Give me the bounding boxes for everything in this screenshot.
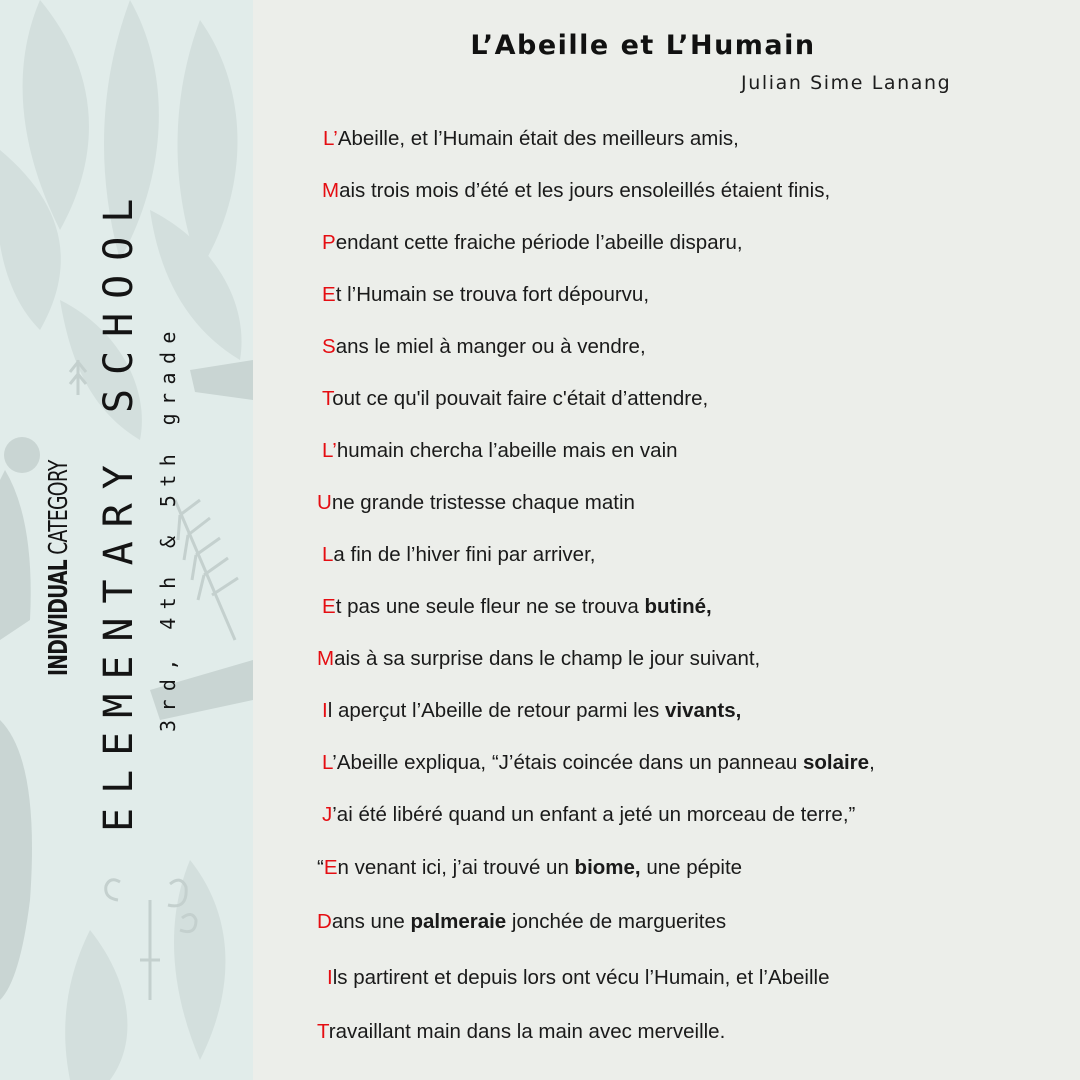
grade-label: 3rd, 4th & 5th grade — [156, 323, 180, 732]
poem-line — [322, 179, 830, 203]
acrostic-letter: E — [323, 856, 338, 879]
line-lead: “ — [317, 856, 324, 879]
line-text: ais trois mois d’été et les jours ensoleillés étaient finis, — [339, 179, 831, 202]
line-text-after: une pépite — [640, 856, 743, 879]
line-text: endant cette fraiche période l’abeille disparu, — [335, 231, 743, 254]
poem-line — [327, 966, 830, 990]
poem-line — [317, 491, 635, 515]
line-text: humain chercha l’abeille mais en vain — [336, 439, 678, 462]
line-bold-word: palmeraie — [410, 910, 507, 933]
line-bold-word: solaire — [802, 751, 870, 774]
line-text: out ce qu'il pouvait faire c'était d’attendre, — [332, 387, 709, 410]
acrostic-letter: T — [317, 1020, 329, 1043]
line-bold-word: butiné, — [644, 595, 712, 618]
poem-line — [322, 803, 855, 827]
acrostic-letter: L — [322, 751, 333, 774]
line-text: t pas une seule fleur ne se trouva — [335, 595, 645, 618]
category-label — [44, 460, 74, 676]
acrostic-letter: S — [322, 335, 336, 358]
poem-line — [322, 231, 743, 255]
poem-line — [323, 127, 739, 151]
acrostic-letter: I — [322, 699, 328, 722]
acrostic-letter: T — [322, 387, 333, 410]
poem-line — [322, 543, 595, 567]
poem-line — [317, 647, 760, 671]
acrostic-letter: P — [322, 231, 336, 254]
acrostic-letter: L — [322, 543, 334, 566]
acrostic-letter: L’ — [323, 127, 338, 150]
line-bold-word: vivants, — [664, 699, 742, 722]
acrostic-letter: E — [322, 595, 336, 618]
line-text: l aperçut l’Abeille de retour parmi les — [327, 699, 665, 722]
line-text: ais à sa surprise dans le champ le jour suivant, — [334, 647, 761, 670]
poem-line — [322, 335, 646, 359]
acrostic-letter: D — [317, 910, 332, 933]
poem-line — [322, 751, 875, 775]
line-text: ’ai été libéré quand un enfant a jeté un morceau de terre,” — [332, 803, 856, 826]
school-level-label: ELEMENTARY SCHOOL — [96, 184, 142, 832]
line-text: ans une — [331, 910, 411, 933]
poem-area — [253, 0, 1080, 1080]
poem-line — [322, 283, 649, 307]
poem-line — [322, 439, 678, 463]
line-text: ls partirent et depuis lors ont vécu l’Humain, et l’Abeille — [332, 966, 830, 989]
sidebar-panel — [0, 0, 253, 1080]
poem-line — [317, 1020, 725, 1044]
acrostic-letter: E — [322, 283, 336, 306]
poem-author: Julian Sime Lanang — [741, 72, 952, 94]
category-light-text: CATEGORY — [44, 460, 74, 555]
acrostic-letter: M — [317, 647, 335, 670]
line-text: t l’Humain se trouva fort dépourvu, — [335, 283, 650, 306]
acrostic-letter: U — [317, 491, 332, 514]
line-text: Abeille, et l’Humain était des meilleurs amis, — [337, 127, 739, 150]
poem-title: L’Abeille et L’Humain — [470, 30, 816, 61]
category-bold-text: INDIVIDUAL — [44, 560, 74, 676]
acrostic-letter: J — [322, 803, 333, 826]
line-text-after: , — [869, 751, 875, 774]
poem-line — [322, 387, 708, 411]
line-text: ne grande tristesse chaque matin — [331, 491, 635, 514]
poem-line — [322, 699, 741, 723]
line-text: ’Abeille expliqua, “J’étais coincée dans un panneau — [332, 751, 803, 774]
line-text: n venant ici, j’ai trouvé un — [337, 856, 575, 879]
line-text-after: jonchée de marguerites — [506, 910, 727, 933]
poem-line — [322, 595, 712, 619]
line-text: ans le miel à manger ou à vendre, — [335, 335, 646, 358]
poem-line — [317, 856, 742, 880]
acrostic-letter: M — [322, 179, 340, 202]
acrostic-letter: I — [327, 966, 333, 989]
line-text: ravaillant main dans la main avec merveille. — [328, 1020, 726, 1043]
line-bold-word: biome, — [574, 856, 641, 879]
poem-line — [317, 910, 726, 934]
acrostic-letter: L’ — [322, 439, 337, 462]
line-text: a fin de l’hiver fini par arriver, — [333, 543, 596, 566]
